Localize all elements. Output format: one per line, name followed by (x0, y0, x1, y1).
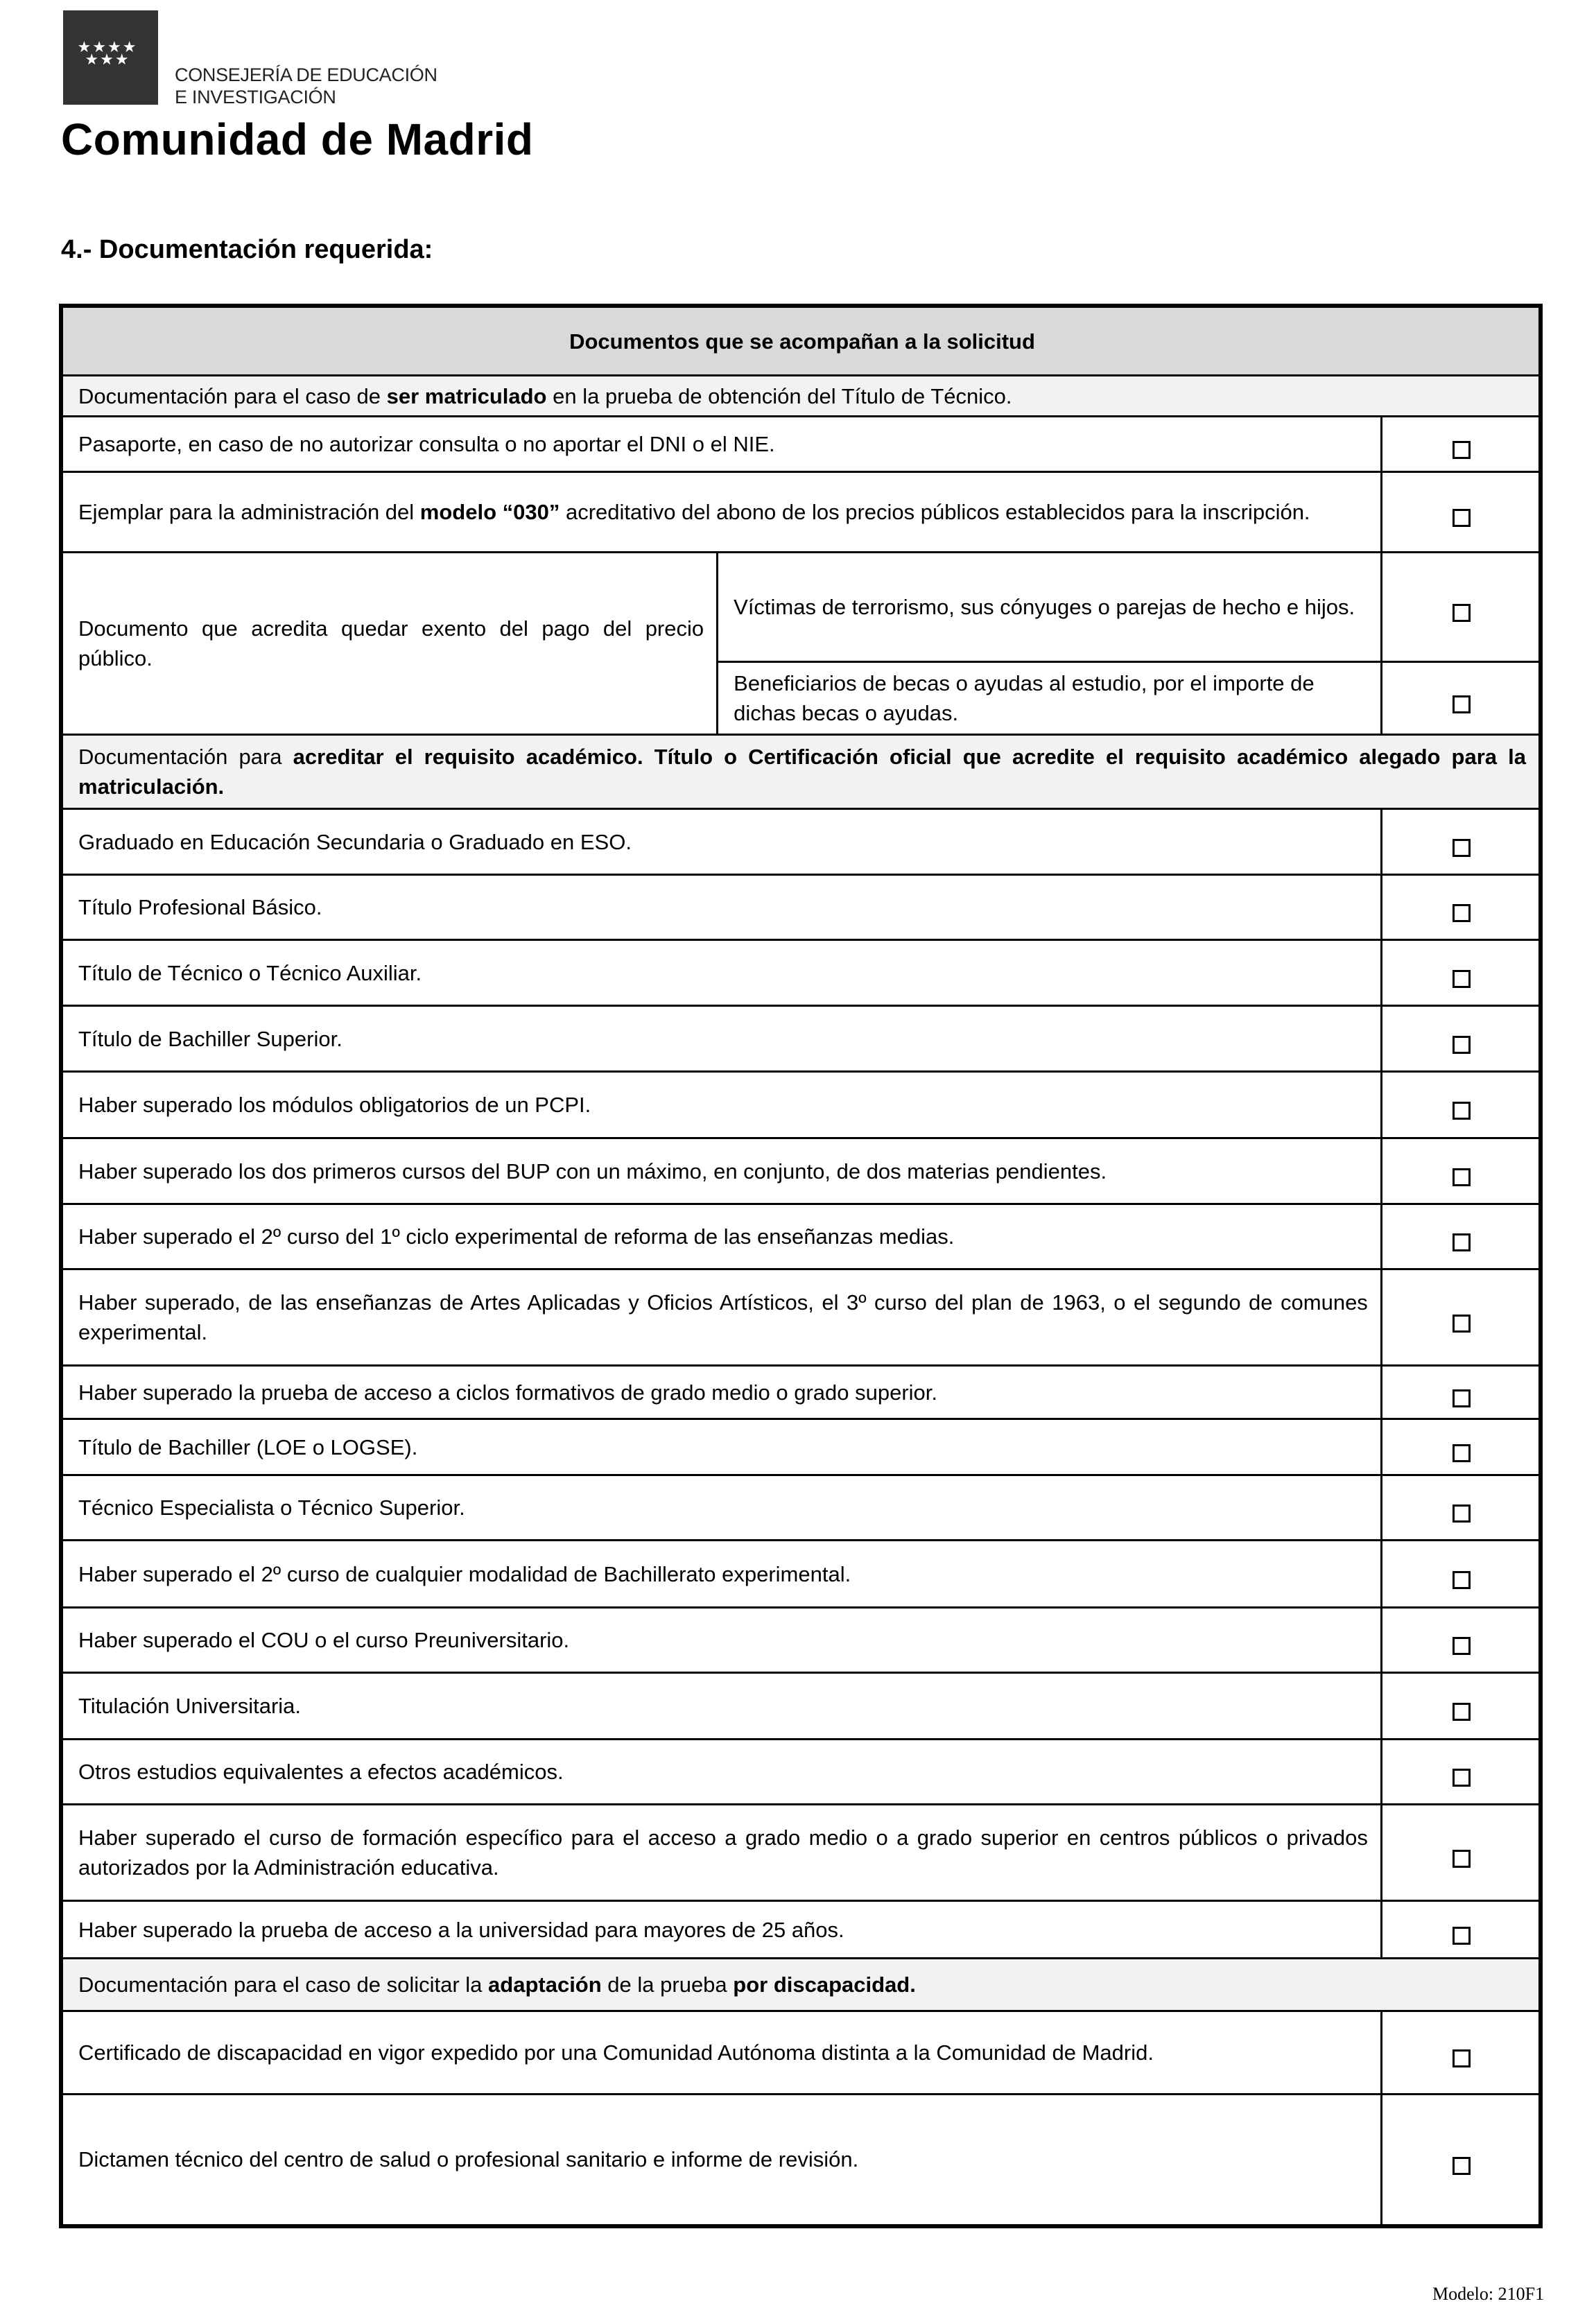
document-label: Título de Técnico o Técnico Auxiliar. (61, 940, 1381, 1006)
document-label: Título de Bachiller Superior. (61, 1006, 1381, 1072)
document-label: Titulación Universitaria. (61, 1673, 1381, 1740)
checkbox-cell[interactable] (1381, 662, 1541, 735)
empty-checkbox-icon[interactable] (1453, 1036, 1471, 1054)
document-label: Título Profesional Básico. (61, 875, 1381, 940)
document-label: Ejemplar para la administración del modelo “030” acreditativo del abono de los precios públicos establecidos para la inscripción. (61, 472, 1381, 553)
table-row (61, 1269, 1541, 1366)
document-label: Haber superado la prueba de acceso a la universidad para mayores de 25 años. (61, 1901, 1381, 1959)
empty-checkbox-icon[interactable] (1453, 1168, 1471, 1186)
table-row (61, 417, 1541, 472)
table-row (61, 940, 1541, 1006)
checkbox-cell[interactable] (1381, 1901, 1541, 1959)
checkbox-cell[interactable] (1381, 1366, 1541, 1419)
table-row (61, 1740, 1541, 1805)
table-title: Documentos que se acompañan a la solicitud (61, 306, 1541, 376)
checkbox-cell[interactable] (1381, 940, 1541, 1006)
document-label: Haber superado el 2º curso de cualquier modalidad de Bachillerato experimental. (61, 1541, 1381, 1608)
checkbox-cell[interactable] (1381, 1740, 1541, 1805)
table-row (61, 1006, 1541, 1072)
document-label: Haber superado el 2º curso del 1º ciclo experimental de reforma de las enseñanzas medias. (61, 1204, 1381, 1269)
checkbox-cell[interactable] (1381, 1475, 1541, 1541)
table-row (61, 1541, 1541, 1608)
checkbox-cell[interactable] (1381, 417, 1541, 472)
checkbox-cell[interactable] (1381, 553, 1541, 662)
empty-checkbox-icon[interactable] (1453, 1233, 1471, 1251)
checkbox-cell[interactable] (1381, 1072, 1541, 1138)
department-name: CONSEJERÍA DE EDUCACIÓN E INVESTIGACIÓN (175, 64, 437, 107)
table-row (61, 1673, 1541, 1740)
empty-checkbox-icon[interactable] (1453, 2049, 1471, 2067)
comunidad-madrid-logo (63, 10, 158, 105)
table-row (61, 1366, 1541, 1419)
checkbox-cell[interactable] (1381, 1006, 1541, 1072)
checkbox-cell[interactable] (1381, 1419, 1541, 1475)
checkbox-cell[interactable] (1381, 1608, 1541, 1673)
empty-checkbox-icon[interactable] (1453, 509, 1471, 527)
checkbox-cell[interactable] (1381, 809, 1541, 875)
exento-option: Beneficiarios de becas o ayudas al estudio, por el importe de dichas becas o ayudas. (718, 662, 1382, 735)
empty-checkbox-icon[interactable] (1453, 1703, 1471, 1721)
document-label: Haber superado los módulos obligatorios de un PCPI. (61, 1072, 1381, 1138)
empty-checkbox-icon[interactable] (1453, 1504, 1471, 1523)
document-label: Otros estudios equivalentes a efectos académicos. (61, 1740, 1381, 1805)
empty-checkbox-icon[interactable] (1453, 441, 1471, 459)
checkbox-cell[interactable] (1381, 2095, 1541, 2226)
table-row (61, 2011, 1541, 2095)
checkbox-cell[interactable] (1381, 1269, 1541, 1366)
document-label: Título de Bachiller (LOE o LOGSE). (61, 1419, 1381, 1475)
checkbox-cell[interactable] (1381, 1138, 1541, 1204)
empty-checkbox-icon[interactable] (1453, 1389, 1471, 1407)
document-label: Haber superado los dos primeros cursos del BUP con un máximo, en conjunto, de dos materias pendientes. (61, 1138, 1381, 1204)
table-row (61, 1138, 1541, 1204)
exento-label: Documento que acredita quedar exento del pago del precio público. (61, 553, 718, 735)
empty-checkbox-icon[interactable] (1453, 1315, 1471, 1333)
organization-name: Comunidad de Madrid (61, 114, 534, 164)
empty-checkbox-icon[interactable] (1453, 1769, 1471, 1787)
documents-table (59, 304, 1543, 2228)
empty-checkbox-icon[interactable] (1453, 839, 1471, 857)
empty-checkbox-icon[interactable] (1453, 904, 1471, 922)
section-header: Documentación para acreditar el requisito académico. Título o Certificación oficial que acredite el requisito académico alegado para la matriculación. (61, 735, 1541, 809)
checkbox-cell[interactable] (1381, 875, 1541, 940)
section-row-matriculado (61, 376, 1541, 417)
table-row (61, 1475, 1541, 1541)
table-row (61, 1419, 1541, 1475)
table-row (61, 1204, 1541, 1269)
empty-checkbox-icon[interactable] (1453, 604, 1471, 622)
table-row (61, 1608, 1541, 1673)
table-row (61, 1072, 1541, 1138)
table-row (61, 809, 1541, 875)
checkbox-cell[interactable] (1381, 2011, 1541, 2095)
table-row (61, 1901, 1541, 1959)
empty-checkbox-icon[interactable] (1453, 1102, 1471, 1120)
checkbox-cell[interactable] (1381, 1673, 1541, 1740)
table-header-row (61, 306, 1541, 376)
model-number: Modelo: 210F1 (1432, 2284, 1545, 2304)
section-title: 4.- Documentación requerida: (61, 235, 433, 264)
section-row-discapacidad (61, 1959, 1541, 2011)
table-row (61, 875, 1541, 940)
empty-checkbox-icon[interactable] (1453, 695, 1471, 713)
document-label: Haber superado, de las enseñanzas de Artes Aplicadas y Oficios Artísticos, el 3º curso del plan de 1963, o el segundo de comunes experimental. (61, 1269, 1381, 1366)
empty-checkbox-icon[interactable] (1453, 1444, 1471, 1462)
empty-checkbox-icon[interactable] (1453, 970, 1471, 988)
empty-checkbox-icon[interactable] (1453, 1571, 1471, 1589)
empty-checkbox-icon[interactable] (1453, 1927, 1471, 1945)
checkbox-cell[interactable] (1381, 1805, 1541, 1901)
document-label: Graduado en Educación Secundaria o Graduado en ESO. (61, 809, 1381, 875)
table-row (61, 1805, 1541, 1901)
document-label: Técnico Especialista o Técnico Superior. (61, 1475, 1381, 1541)
empty-checkbox-icon[interactable] (1453, 1850, 1471, 1868)
section-row-academico (61, 735, 1541, 809)
section-header: Documentación para el caso de solicitar la adaptación de la prueba por discapacidad. (61, 1959, 1541, 2011)
checkbox-cell[interactable] (1381, 1541, 1541, 1608)
checkbox-cell[interactable] (1381, 472, 1541, 553)
document-label: Certificado de discapacidad en vigor expedido por una Comunidad Autónoma distinta a la Comunidad de Madrid. (61, 2011, 1381, 2095)
section-header: Documentación para el caso de ser matriculado en la prueba de obtención del Título de Técnico. (61, 376, 1541, 417)
checkbox-cell[interactable] (1381, 1204, 1541, 1269)
document-label: Dictamen técnico del centro de salud o profesional sanitario e informe de revisión. (61, 2095, 1381, 2226)
empty-checkbox-icon[interactable] (1453, 2157, 1471, 2175)
document-label: Haber superado el curso de formación específico para el acceso a grado medio o a grado superior en centros públicos o privados autorizados por la Administración educativa. (61, 1805, 1381, 1901)
document-label: Pasaporte, en caso de no autorizar consulta o no aportar el DNI o el NIE. (61, 417, 1381, 472)
table-row (61, 2095, 1541, 2226)
document-label: Haber superado la prueba de acceso a ciclos formativos de grado medio o grado superior. (61, 1366, 1381, 1419)
table-row (61, 553, 1541, 662)
seven-stars-flag-icon: ★★★★ ★★★ (77, 38, 138, 68)
table-row (61, 472, 1541, 553)
empty-checkbox-icon[interactable] (1453, 1637, 1471, 1655)
document-label: Haber superado el COU o el curso Preuniversitario. (61, 1608, 1381, 1673)
exento-option: Víctimas de terrorismo, sus cónyuges o parejas de hecho e hijos. (718, 553, 1382, 662)
